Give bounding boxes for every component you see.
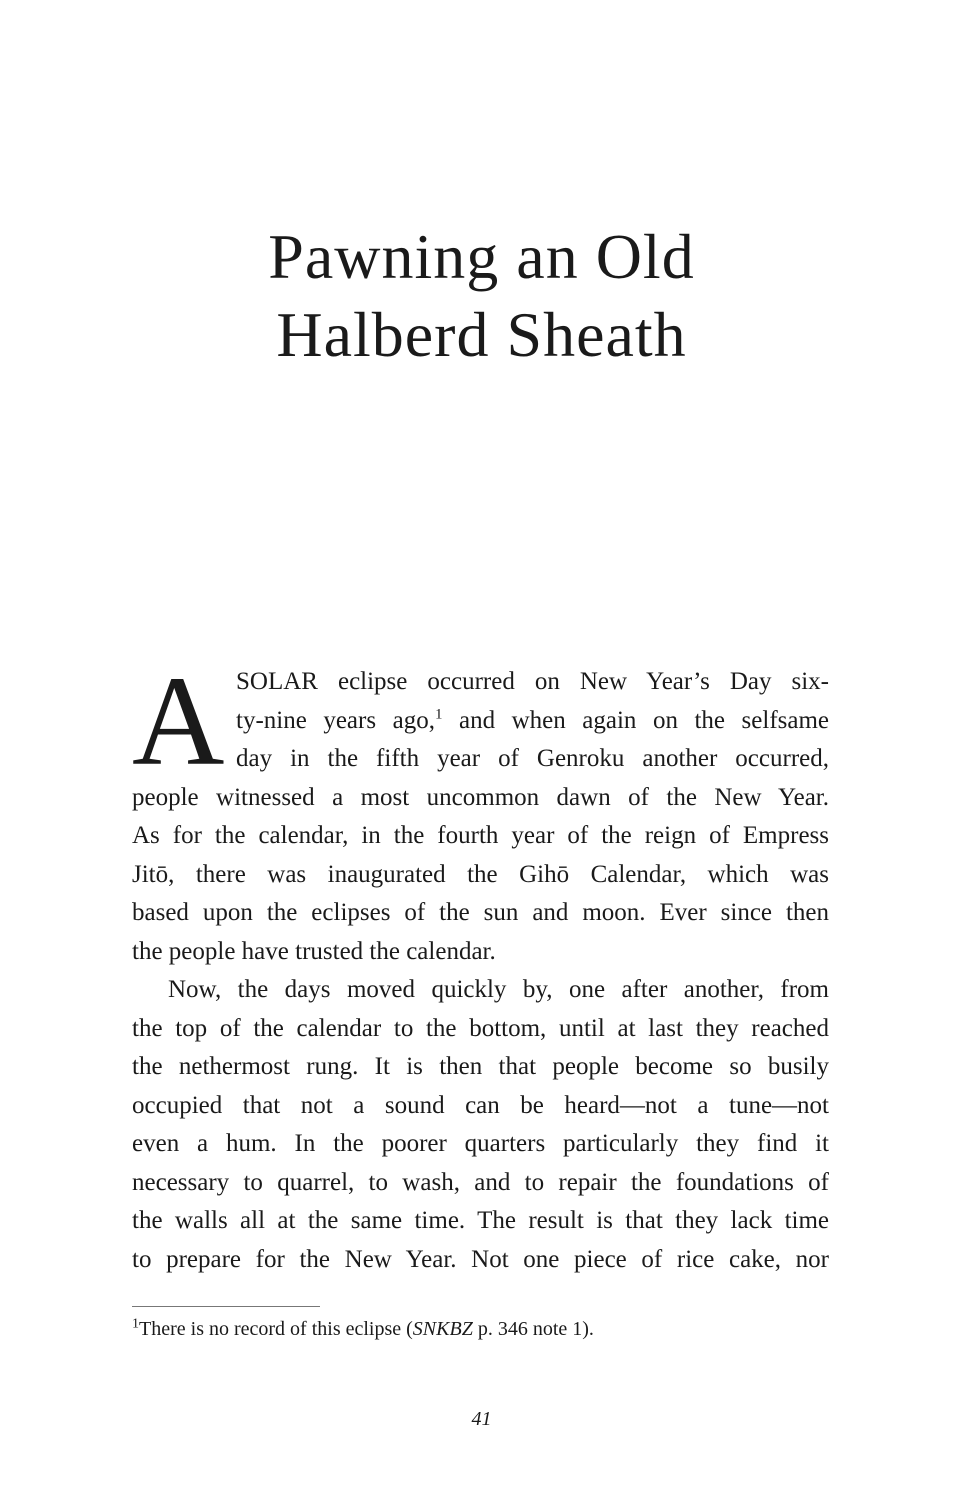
paragraph-1-line-2 bbox=[132, 702, 829, 741]
paragraph-2-line-7: the walls all at the same time. The result is that they lack time bbox=[132, 1207, 829, 1234]
footnote bbox=[132, 1314, 829, 1344]
paragraph-2-line-6: necessary to quarrel, to wash, and to repair the foundations of bbox=[132, 1168, 829, 1196]
paragraph-1-line-8: the people have trusted the calendar. bbox=[132, 937, 496, 965]
paragraph-1-line-2-text-a: ty-nine years ago, bbox=[236, 706, 435, 734]
footnote-text-before: There is no record of this eclipse ( bbox=[139, 1318, 413, 1340]
page-number: 41 bbox=[471, 1408, 492, 1430]
paragraph-2-line-3: the nethermost rung. It is then that people become so busily bbox=[132, 1053, 829, 1080]
footnote-mark: 1 bbox=[132, 1316, 139, 1332]
drop-cap: A bbox=[132, 650, 225, 792]
paragraph-1-line-1: SOLAR eclipse occurred on New Year’s Day six- bbox=[236, 668, 829, 695]
paragraph-1-line-4: people witnessed a most uncommon dawn of the New Year. bbox=[132, 783, 829, 811]
paragraph-1-line-3: day in the fifth year of Genroku another occurred, bbox=[236, 745, 829, 772]
paragraph-1-line-2-text-b: and when again on the selfsame bbox=[442, 706, 830, 734]
chapter-title-line-2: Halberd Sheath bbox=[276, 299, 687, 370]
footnote-reference[interactable]: 1 bbox=[434, 706, 443, 723]
paragraph-2-line-5: even a hum. In the poorer quarters particularly they find it bbox=[132, 1130, 829, 1157]
paragraph-1-line-7: based upon the eclipses of the sun and moon. Ever since then bbox=[132, 899, 829, 926]
body-text bbox=[132, 650, 830, 1279]
paragraph-1-line-6: Jitō, there was inaugurated the Gihō Calendar, which was bbox=[132, 860, 829, 888]
footnote-divider bbox=[132, 1306, 320, 1307]
chapter-title-line-1: Pawning an Old bbox=[268, 221, 695, 292]
paragraph-1-line-5: As for the calendar, in the fourth year of the reign of Empress bbox=[132, 822, 829, 849]
footnote-source: SNKBZ bbox=[412, 1318, 473, 1340]
chapter-title bbox=[0, 218, 963, 374]
paragraph-2-line-2: the top of the calendar to the bottom, until at last they reached bbox=[132, 1014, 829, 1042]
paragraph-2-line-1: Now, the days moved quickly by, one after another, from bbox=[168, 976, 829, 1003]
paragraph-2-line-8: to prepare for the New Year. Not one piece of rice cake, nor bbox=[132, 1245, 829, 1273]
paragraph-2-line-4: occupied that not a sound can be heard—not a tune—not bbox=[132, 1091, 829, 1119]
footnote-text-after: p. 346 note 1). bbox=[472, 1318, 594, 1340]
